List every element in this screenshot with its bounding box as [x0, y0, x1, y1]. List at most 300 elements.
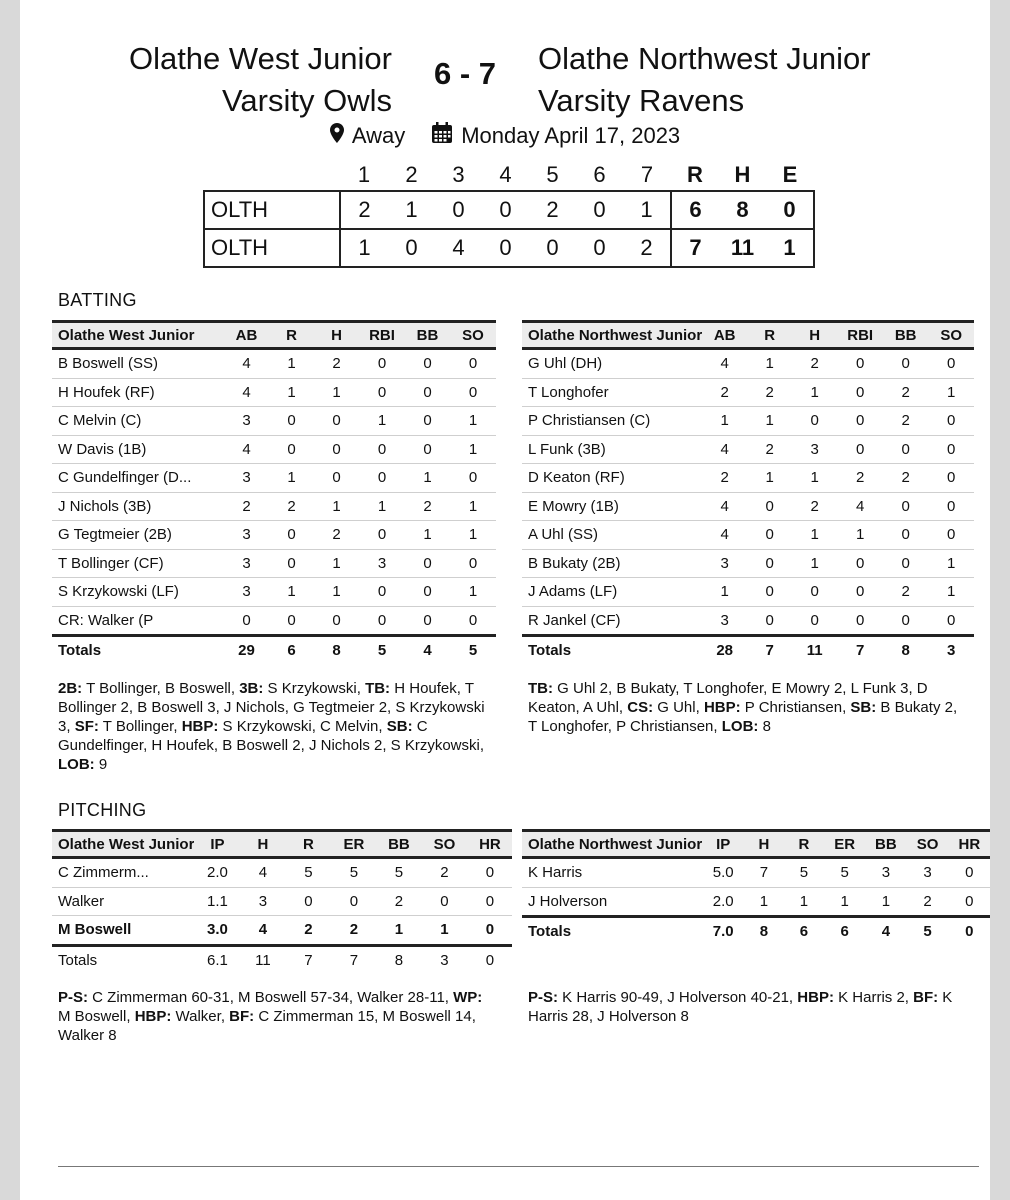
stat-cell: 0 [928, 521, 974, 550]
stat-column-header: AB [235, 326, 258, 344]
totals-label: Totals [528, 923, 572, 941]
inning-runs: 1 [623, 191, 671, 229]
stat-cell: 0 [450, 464, 496, 493]
stat-cell: 2 [421, 858, 467, 888]
stat-cell: 1 [269, 578, 314, 607]
stat-cell: 2 [285, 916, 331, 946]
stat-cell: 0 [837, 407, 883, 436]
stat-cell: 1 [314, 549, 359, 578]
stat-column-header: ER [343, 835, 365, 853]
stat-cell: 0 [883, 492, 928, 521]
player-name: B Boswell (SS) [52, 349, 224, 379]
inning-header: 5 [546, 162, 559, 187]
stats-table [522, 829, 990, 946]
stat-cell: 5 [784, 858, 824, 888]
stat-cell: 1 [314, 578, 359, 607]
total-cell: 8 [901, 642, 910, 660]
stat-cell: 1 [359, 407, 405, 436]
stat-cell: 0 [928, 435, 974, 464]
total-cell: 3 [440, 951, 449, 969]
stat-cell: 0 [467, 858, 512, 888]
line-score-table [203, 160, 815, 268]
stat-cell: 1 [450, 435, 496, 464]
stat-cell: 3 [702, 549, 747, 578]
map-pin-icon [330, 123, 344, 149]
stat-cell: 2 [747, 435, 792, 464]
stat-cell: 1 [405, 464, 450, 493]
stat-cell: 5 [376, 858, 421, 888]
note-value: G Uhl, [653, 699, 704, 716]
stat-cell: 1 [792, 521, 837, 550]
stat-cell: 3 [224, 578, 269, 607]
stat-cell: 2 [792, 349, 837, 379]
stat-cell: 1 [747, 407, 792, 436]
total-cell: 6 [799, 923, 809, 941]
stat-cell: 3 [240, 887, 285, 916]
total-cell: 11 [806, 642, 823, 660]
stat-cell: 5.0 [702, 858, 744, 888]
stat-cell: 0 [314, 407, 359, 436]
stat-cell: 2 [376, 887, 421, 916]
stat-cell: 0 [405, 435, 450, 464]
player-name: L Funk (3B) [522, 435, 702, 464]
table-row [52, 435, 496, 464]
stat-cell: 0 [421, 887, 467, 916]
note-key: P-S: [528, 989, 558, 1006]
total-cell: 7 [304, 951, 313, 969]
stat-cell: 0 [405, 349, 450, 379]
stat-column-header: RBI [847, 326, 874, 344]
stat-cell: 1 [747, 349, 792, 379]
stat-column-header: BB [416, 326, 439, 344]
note-key: 3B: [239, 680, 264, 697]
note-key: TB: [528, 680, 553, 697]
stat-cell: 4 [224, 435, 269, 464]
player-name: H Houfek (RF) [52, 378, 224, 407]
totals-row [522, 636, 974, 665]
stat-cell: 0 [837, 578, 883, 607]
stat-cell: 2 [792, 492, 837, 521]
date-info [431, 122, 680, 150]
note-value: K Harris 28, J Holverson 8 [528, 989, 953, 1025]
note-value: B Bukaty 2, T Longhofer, P Christiansen, [528, 699, 958, 735]
inning-runs: 4 [452, 235, 465, 260]
stat-cell: 2 [702, 464, 747, 493]
footer-divider [58, 1166, 979, 1167]
stat-cell: 0 [269, 606, 314, 636]
note-value: P Christiansen, [740, 699, 851, 716]
stat-cell: 3 [792, 435, 837, 464]
stat-cell: 0 [450, 549, 496, 578]
line-score-row [204, 229, 814, 267]
stat-cell: 2 [314, 349, 359, 379]
note-value: C Zimmerman 60-31, M Boswell 57-34, Walker 28-11, [88, 989, 454, 1006]
note-value: S Krzykowski, [263, 680, 366, 697]
table-row [52, 887, 512, 916]
stat-cell: 2.0 [702, 887, 744, 917]
stat-column-header: BB [388, 835, 410, 853]
table-row [52, 464, 496, 493]
note-value: M Boswell, [58, 1008, 135, 1025]
note-value: T Bollinger, [98, 718, 182, 735]
table-row [52, 858, 512, 888]
table-row [52, 492, 496, 521]
note-value: H Houfek, T Bollinger 2, B Boswell 3, J Nichols, G Tegtmeier 2, S Krzykowski 3, [58, 680, 485, 735]
total-hits: 11 [730, 235, 755, 260]
stat-column-header: ER [834, 835, 856, 853]
stat-cell: 0 [224, 606, 269, 636]
note-key: SB: [386, 718, 413, 735]
totals-label: Totals [58, 642, 102, 660]
stat-cell: 7 [744, 858, 784, 888]
away-pitching-table [522, 829, 990, 946]
stat-cell: 1 [314, 492, 359, 521]
stat-cell: 0 [405, 606, 450, 636]
total-cell: 6 [840, 923, 849, 941]
stat-column-header: SO [433, 835, 456, 853]
stat-cell: 0 [359, 378, 405, 407]
total-cell: 29 [238, 642, 255, 660]
table-row [52, 578, 496, 607]
stat-cell: 1 [792, 378, 837, 407]
away-pitching-notes [528, 988, 968, 1026]
stat-cell: 0 [405, 407, 450, 436]
stat-cell: 0 [331, 887, 376, 916]
stats-table [52, 320, 496, 665]
stat-cell: 0 [269, 435, 314, 464]
note-key: LOB: [721, 718, 759, 735]
stat-cell: 2 [837, 464, 883, 493]
stat-cell: 3 [359, 549, 405, 578]
stat-column-header: SO [462, 326, 484, 344]
stat-cell: 0 [747, 521, 792, 550]
stat-cell: 1 [421, 916, 467, 946]
stat-cell: 1 [792, 464, 837, 493]
inning-runs: 1 [405, 197, 418, 222]
player-name: G Uhl (DH) [522, 349, 702, 379]
player-name: G Tegtmeier (2B) [52, 521, 224, 550]
stat-cell: 0 [467, 887, 512, 916]
stat-cell: 4 [702, 521, 747, 550]
player-name: J Nichols (3B) [52, 492, 224, 521]
stat-cell: 0 [883, 349, 928, 379]
table-row [522, 549, 974, 578]
away-batting-table [522, 320, 974, 665]
stat-cell: 1 [269, 378, 314, 407]
stat-cell: 0 [747, 606, 792, 636]
note-key: HBP: [703, 699, 741, 716]
stat-cell: 3 [224, 407, 269, 436]
away-batting-notes [528, 679, 960, 736]
total-cell: 8 [759, 923, 769, 941]
team-column-header: Olathe Northwest Junior [528, 326, 703, 344]
table-row [522, 492, 974, 521]
team-column-header: Olathe West Junior [58, 326, 195, 344]
final-score: 6 - 7 [433, 56, 497, 91]
stat-cell: 1 [747, 464, 792, 493]
stat-cell: 1 [450, 578, 496, 607]
note-key: HBP: [181, 718, 219, 735]
stat-cell: 0 [450, 378, 496, 407]
player-name: M Boswell [52, 916, 194, 946]
stat-cell: 0 [928, 407, 974, 436]
pitching-section-title: PITCHING [58, 800, 147, 820]
stat-cell: 0 [359, 435, 405, 464]
player-name: C Zimmerm... [52, 858, 194, 888]
table-row [52, 407, 496, 436]
table-row [522, 858, 990, 888]
stat-cell: 2 [314, 521, 359, 550]
note-value: K Harris 90-49, J Holverson 40-21, [558, 989, 798, 1006]
stat-cell: 3 [907, 858, 949, 888]
stat-cell: 0 [928, 349, 974, 379]
team-abbr: OLTH [204, 229, 340, 267]
player-name: E Mowry (1B) [522, 492, 702, 521]
total-cell: 7 [349, 951, 359, 969]
stat-column-header: BB [875, 835, 897, 853]
stat-cell: 0 [285, 887, 331, 916]
player-name: S Krzykowski (LF) [52, 578, 224, 607]
table-row [52, 349, 496, 379]
stat-cell: 4 [837, 492, 883, 521]
inning-runs: 0 [405, 235, 418, 260]
stat-cell: 0 [359, 464, 405, 493]
total-cell: 5 [377, 642, 387, 660]
total-cell: 5 [468, 642, 478, 660]
inning-runs: 0 [499, 197, 512, 222]
inning-runs: 0 [546, 235, 559, 260]
inning-runs: 0 [593, 197, 606, 222]
stat-cell: 0 [405, 378, 450, 407]
date-label: Monday April 17, 2023 [461, 123, 681, 148]
table-row [522, 378, 974, 407]
stat-cell: 0 [883, 435, 928, 464]
table-row [522, 578, 974, 607]
inning-runs: 2 [623, 229, 671, 267]
total-cell: 28 [716, 642, 734, 660]
player-name: J Holverson [522, 887, 702, 917]
stat-cell: 0 [928, 606, 974, 636]
home-batting-table [52, 320, 496, 665]
note-key: WP: [453, 989, 483, 1006]
stat-cell: 1 [744, 887, 784, 917]
stat-cell: 1.1 [194, 887, 240, 916]
stat-column-header: H [809, 326, 821, 344]
stat-cell: 1 [837, 521, 883, 550]
total-cell: 4 [881, 923, 891, 941]
total-cell: 4 [423, 642, 432, 660]
stat-cell: 2 [405, 492, 450, 521]
stat-cell: 0 [314, 435, 359, 464]
stat-cell: 0 [747, 549, 792, 578]
total-cell: 8 [394, 951, 404, 969]
game-header [20, 30, 990, 120]
line-score [203, 160, 815, 268]
inning-runs: 0 [499, 235, 512, 260]
stat-cell: 4 [224, 378, 269, 407]
stat-cell: 1 [376, 916, 421, 946]
stat-cell: 0 [837, 378, 883, 407]
table-row [522, 521, 974, 550]
inning-header: 2 [405, 162, 418, 187]
stat-cell: 3.0 [194, 916, 240, 946]
inning-header: 4 [499, 162, 512, 187]
stat-cell: 1 [405, 521, 450, 550]
stat-cell: 1 [928, 378, 974, 407]
total-cell: 7 [856, 642, 865, 660]
inning-runs: 1 [358, 235, 371, 260]
note-value: G Uhl 2, B Bukaty, T Longhofer, E Mowry 2, L Funk 3, D Keaton, A Uhl, [528, 680, 928, 716]
stat-cell: 1 [784, 887, 824, 917]
player-name: A Uhl (SS) [522, 521, 702, 550]
stat-cell: 0 [450, 349, 496, 379]
stat-cell: 4 [702, 435, 747, 464]
stat-cell: 1 [792, 549, 837, 578]
player-name: K Harris [522, 858, 702, 888]
note-value: C Gundelfinger, H Houfek, B Boswell 2, J Nichols 2, S Krzykowski, [58, 718, 485, 754]
note-value: Walker, [171, 1008, 230, 1025]
stat-cell: 2 [747, 378, 792, 407]
stat-cell: 0 [269, 407, 314, 436]
stat-cell: 0 [949, 858, 990, 888]
note-key: CS: [627, 699, 654, 716]
stat-column-header: BB [894, 326, 917, 344]
stat-column-header: H [331, 326, 342, 344]
table-row [522, 606, 974, 636]
note-value: T Bollinger, B Boswell, [82, 680, 240, 697]
home-pitching-notes [58, 988, 498, 1045]
table-row [522, 349, 974, 379]
player-name: D Keaton (RF) [522, 464, 702, 493]
player-name: W Davis (1B) [52, 435, 224, 464]
table-row [522, 887, 990, 917]
runs-header: R [687, 162, 703, 187]
inning-runs: 2 [358, 197, 371, 222]
total-cell: 0 [965, 923, 974, 941]
note-key: BF: [229, 1008, 255, 1025]
stat-cell: 1 [865, 887, 906, 917]
stat-cell: 0 [883, 521, 928, 550]
stat-cell: 0 [269, 549, 314, 578]
table-row [522, 407, 974, 436]
stat-column-header: HR [958, 835, 981, 853]
batting-section-title: BATTING [58, 290, 137, 310]
player-name: J Adams (LF) [522, 578, 702, 607]
table-row [52, 521, 496, 550]
stat-cell: 0 [359, 606, 405, 636]
note-key: SF: [74, 718, 99, 735]
stat-cell: 0 [747, 578, 792, 607]
stat-cell: 0 [837, 349, 883, 379]
stat-cell: 5 [824, 858, 865, 888]
stat-column-header: IP [210, 835, 225, 853]
note-value: C Zimmerman 15, M Boswell 14, Walker 8 [58, 1008, 476, 1044]
line-score-row [204, 191, 814, 229]
inning-runs: 0 [593, 235, 606, 260]
note-key: SB: [850, 699, 877, 716]
note-value: 8 [758, 718, 771, 735]
table-row [52, 378, 496, 407]
stat-cell: 0 [883, 606, 928, 636]
stat-cell: 0 [928, 492, 974, 521]
note-value: 9 [94, 756, 108, 773]
stat-column-header: SO [916, 835, 939, 853]
player-name: C Melvin (C) [52, 407, 224, 436]
stat-cell: 2 [331, 916, 376, 946]
home-batting-notes [58, 679, 490, 774]
table-row [522, 464, 974, 493]
stat-cell: 1 [450, 492, 496, 521]
inning-header: 1 [357, 162, 371, 187]
stat-column-header: R [286, 326, 297, 344]
total-runs: 6 [689, 197, 702, 222]
stat-cell: 0 [359, 521, 405, 550]
stat-cell: 4 [240, 916, 285, 946]
stat-column-header: IP [716, 835, 731, 853]
total-cell: 11 [255, 951, 271, 969]
stat-column-header: HR [479, 835, 501, 853]
stat-cell: 0 [747, 492, 792, 521]
calendar-icon [431, 122, 453, 150]
location-info [330, 123, 405, 149]
stat-column-header: H [257, 835, 269, 853]
inning-runs: 0 [452, 197, 465, 222]
stat-cell: 0 [837, 549, 883, 578]
total-errors: 0 [766, 191, 814, 229]
stat-cell: 4 [702, 349, 747, 379]
stat-cell: 4 [240, 858, 285, 888]
stat-cell: 0 [837, 606, 883, 636]
stat-cell: 1 [359, 492, 405, 521]
stat-column-header: AB [713, 326, 736, 344]
table-row [52, 916, 512, 946]
location-label: Away [351, 123, 406, 148]
player-name: T Longhofer [522, 378, 702, 407]
home-pitching-table [52, 829, 512, 974]
box-score-sheet [20, 0, 990, 1200]
player-name: P Christiansen (C) [522, 407, 702, 436]
stat-cell: 0 [405, 578, 450, 607]
stat-cell: 0 [405, 549, 450, 578]
total-cell: 6.1 [206, 951, 228, 969]
stat-cell: 0 [837, 435, 883, 464]
note-key: HBP: [134, 1008, 172, 1025]
total-cell: 6 [287, 642, 296, 660]
note-value: K Harris 2, [833, 989, 914, 1006]
stat-cell: 1 [269, 349, 314, 379]
totals-row [52, 636, 496, 665]
stat-cell: 0 [359, 578, 405, 607]
stat-cell: 2 [883, 407, 928, 436]
errors-header: E [782, 162, 798, 187]
stat-cell: 1 [702, 578, 747, 607]
total-hits: 8 [736, 197, 749, 222]
stat-cell: 1 [450, 407, 496, 436]
stat-cell: 0 [949, 887, 990, 917]
table-row [52, 549, 496, 578]
home-team-name: Olathe West Junior Varsity Owls [128, 41, 392, 118]
stat-cell: 2 [224, 492, 269, 521]
stat-cell: 0 [314, 606, 359, 636]
team-abbr: OLTH [204, 191, 340, 229]
stat-cell: 5 [331, 858, 376, 888]
stat-cell: 0 [928, 464, 974, 493]
totals-label: Totals [528, 642, 572, 660]
note-key: P-S: [58, 989, 88, 1006]
stat-cell: 4 [224, 349, 269, 379]
total-runs: 7 [689, 235, 702, 260]
total-cell: 0 [485, 951, 495, 969]
